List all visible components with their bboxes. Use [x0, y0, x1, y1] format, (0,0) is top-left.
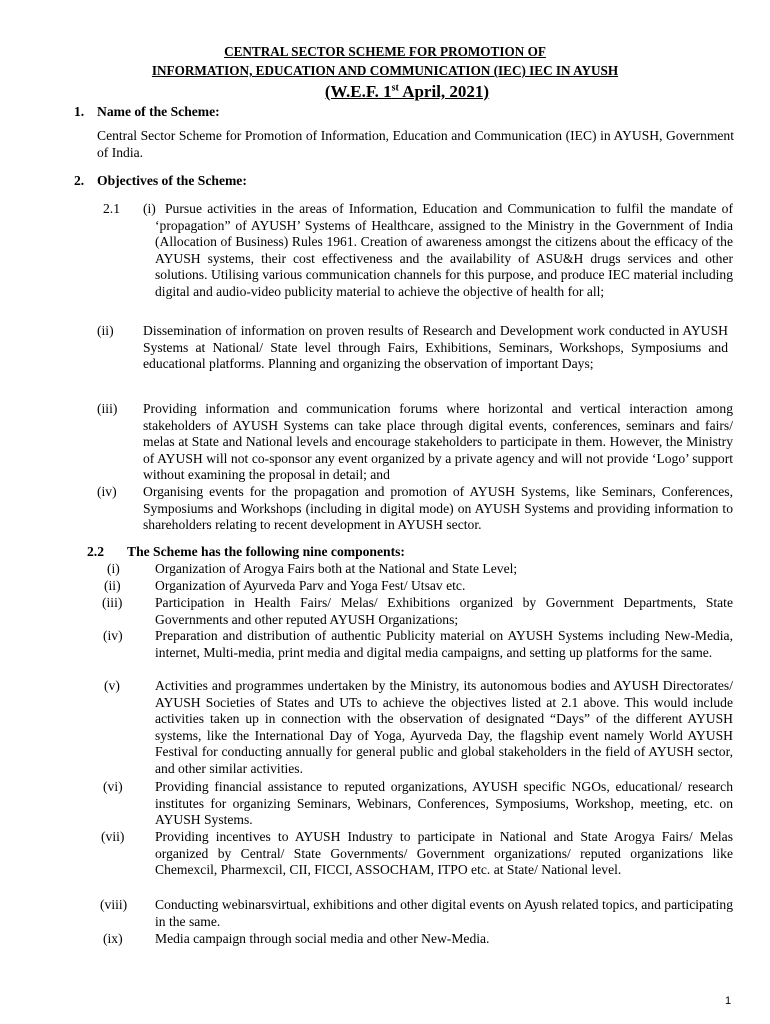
- component-label: (iv): [103, 628, 123, 643]
- component-text: Providing financial assistance to reputed organizations, AYUSH specific NGOs, educational/ research institutes for organizing Seminars, Webinars, Conferences, Symposiums, Workshop, meeting, etc. on AYUSH Systems.: [155, 779, 733, 828]
- subsection-2-2-heading: The Scheme has the following nine components:: [127, 544, 405, 559]
- subsection-2-2-number: 2.2: [87, 544, 104, 559]
- component-text: Activities and programmes undertaken by the Ministry, its autonomous bodies and AYUSH Directorates/ AYUSH Societies of States and UTs to achieve the objectives listed at 2.1 above. This would include activities taken up in connection with the observation of designated “Days” of the different AYUSH systems, like the International Day of Yoga, Ayurveda Day, the flagship event namely World AYUSH Festival for conducting annually for general public and global stakeholders in the field of AYUSH sector, and other similar activities.: [155, 678, 733, 776]
- section-2-heading: Objectives of the Scheme:: [97, 173, 247, 188]
- component-text: Organization of Ayurveda Parv and Yoga Fest/ Utsav etc.: [155, 578, 466, 593]
- component-text: Participation in Health Fairs/ Melas/ Exhibitions organized by Government Departments, State Governments and other reputed AYUSH Organizations;: [155, 595, 733, 627]
- effective-date: (W.E.F. 1st April, 2021): [324, 82, 490, 101]
- component-text: Media campaign through social media and other New-Media.: [155, 931, 490, 946]
- section-1-heading: Name of the Scheme:: [97, 104, 220, 119]
- page-number: 1: [725, 995, 732, 1007]
- component-text: Providing incentives to AYUSH Industry to participate in National and State Arogya Fairs/ Melas organized by Central/ State Governments/ Government organizations/ reputed organizations like Chemexcil, Pharmexcil, CII, FICCI, ASSOCHAM, ITPO etc. at State/ National level.: [155, 829, 733, 878]
- objective-label: (iv): [97, 484, 117, 499]
- component-text: Conducting webinarsvirtual, exhibitions and other digital events on Ayush related topics, and participating in the same.: [155, 897, 733, 929]
- component-text: Organization of Arogya Fairs both at the National and State Level;: [155, 561, 518, 576]
- component-label: (ii): [104, 578, 121, 593]
- component-label: (viii): [100, 897, 128, 912]
- objective-text: Providing information and communication forums where horizontal and vertical interaction among stakeholders of AYUSH Systems can take place through digital events, conferences, seminars and fairs/ melas at State and National levels and encourage stakeholders to participate in them. However, the Ministry of AYUSH will not co-sponsor any event organized by a private agency and will not provide ‘Logo’ support without examining the proposal in detail; and: [143, 401, 733, 483]
- component-label: (iii): [102, 595, 123, 610]
- component-label: (vi): [103, 779, 123, 794]
- objective-text: Dissemination of information on proven results of Research and Development work conducted in AYUSH Systems at National/ State level through Fairs, Exhibitions, Seminars, Workshops, Symposiums and educational platforms. Planning and organizing the observation of important Days;: [143, 323, 728, 372]
- objective-text: Pursue activities in the areas of Information, Education and Communication to fulfil the mandate of ‘propagation” of AYUSH’ Systems of Healthcare, assigned to the Ministry in the Government of India (Allocation of Business) Rules 1961. Creation of awareness amongst the citizens about the efficacy of the AYUSH systems, their cost effectiveness and the availability of ASU&H drugs services and other solutions. Utilising various communication channels for this purpose, and produce IEC material including digital and audio-video publicity material to achieve the objective of health for all;: [155, 201, 733, 299]
- section-1-text: Central Sector Scheme for Promotion of Information, Education and Communication (IEC) in AYUSH, Government of India.: [97, 128, 734, 160]
- objective-label: (iii): [97, 401, 118, 416]
- document-title-line-2: INFORMATION, EDUCATION AND COMMUNICATION (IEC) IEC IN AYUSH: [151, 63, 619, 78]
- document-title-line-1: CENTRAL SECTOR SCHEME FOR PROMOTION OF: [224, 44, 546, 59]
- objective-label: (i): [143, 201, 156, 216]
- objective-label: (ii): [97, 323, 114, 338]
- component-text: Preparation and distribution of authentic Publicity material on AYUSH Systems including New-Media, internet, Multi-media, print media and digital media campaigns, and setting up platforms for the same.: [155, 628, 733, 660]
- component-label: (vii): [101, 829, 125, 844]
- section-1-number: 1.: [74, 104, 85, 119]
- subsection-2-1-number: 2.1: [103, 201, 120, 216]
- section-2-number: 2.: [74, 173, 85, 188]
- objective-text: Organising events for the propagation and promotion of AYUSH Systems, like Seminars, Conferences, Symposiums and Workshops (including in digital mode) on AYUSH Systems and providing information to shareholders relating to recent development in AYUSH sector.: [143, 484, 733, 533]
- component-label: (i): [107, 561, 120, 576]
- component-label: (ix): [103, 931, 123, 946]
- component-label: (v): [104, 678, 120, 693]
